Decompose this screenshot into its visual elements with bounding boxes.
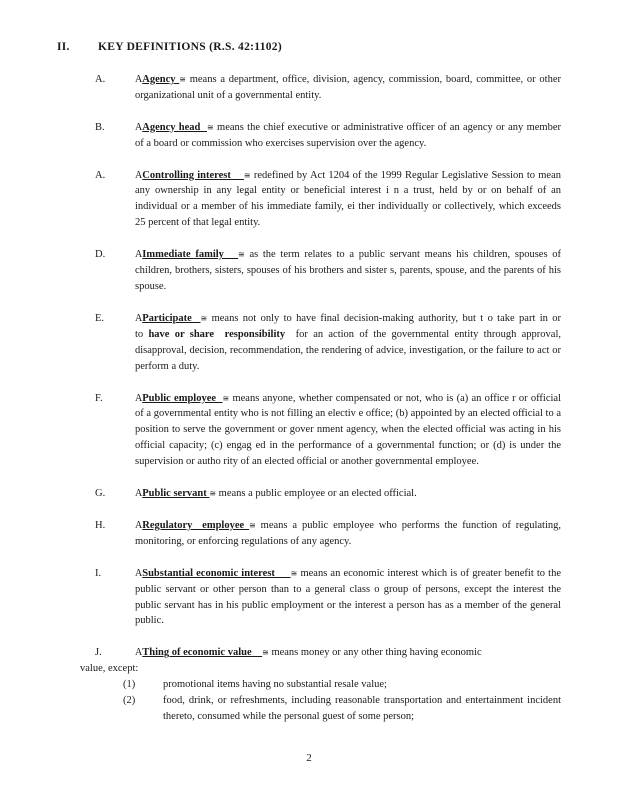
- open-quote-mark: A: [135, 312, 143, 324]
- item-number: (1): [123, 679, 136, 691]
- open-quote-mark: A: [135, 121, 143, 133]
- section-label: A.: [95, 169, 106, 181]
- section-regulatory-employee: [95, 518, 561, 550]
- definition-body: redefined by Act 1204 of the 1999 Regular Legislative Session to mean any ownership in any legal entity or beneficial interest i n a trust, held by or on behalf of an individual or a member of his immediate family, ei ther individually or collectively, which exceeds 25 percent of that legal entity.: [135, 169, 561, 229]
- open-quote-mark: A: [135, 73, 143, 85]
- section-heading: [57, 40, 561, 56]
- definition-body: means the chief executive or administrative officer of an agency or any member of a board or commission who exercises supervision over the agency.: [135, 121, 561, 149]
- close-quote-mark: ≅: [243, 170, 251, 180]
- close-quote-mark: ≅: [262, 648, 269, 658]
- definition-body-post: for an action of the governmental entity through approval, disapproval, decision, recommendation, the rendering of advice, investigation, or the failure to act or perform a duty.: [135, 328, 561, 372]
- definition-text: [135, 566, 561, 630]
- exception-item: [123, 677, 561, 693]
- close-quote-mark: ≅: [179, 74, 186, 84]
- section-label: I.: [95, 567, 102, 579]
- close-quote-mark: ≅: [290, 568, 298, 578]
- section-label: G.: [95, 488, 106, 500]
- item-text: promotional items having no substantial resale value;: [163, 679, 387, 691]
- close-quote-mark: ≅: [238, 250, 245, 260]
- open-quote-mark: A: [135, 488, 143, 500]
- item-number: (2): [123, 695, 136, 707]
- definition-body: means a public employee or an elected official.: [218, 488, 417, 500]
- definition-body: means an economic interest which is of greater benefit to the public servant or other person than to a general class o group of persons, except the interest the public servant has in his public employment or the interest a person has as a member of the general public.: [135, 567, 562, 627]
- definition-body: means a public employee who performs the function of regulating, monitoring, or enforcing regulations of any agency.: [135, 519, 562, 547]
- page-number: 2: [306, 752, 312, 764]
- definition-body: means anyone, whether compensated or not, who is (a) an office r or official of a governmental entity who is not filling an electiv e office; (b) appointed by an elected official to a position to serve the government or gover nment agency, when the elected official was acting in his official capacity; (c) engag ed in the performance of a governmental function; or (d) is under the supervision or autho rity of an elected official or another governmental employee.: [135, 392, 561, 468]
- definition-text: [135, 72, 561, 104]
- definition-body-pre: means not only to have final decision-making authority, but t o take part in or to: [135, 312, 562, 340]
- close-quote-mark: ≅: [200, 313, 208, 323]
- definition-body: means a department, office, division, agency, commission, board, committee, or other organizational unit of a governmental entity.: [135, 73, 561, 101]
- defined-term: Controlling interest: [142, 169, 244, 181]
- definition-text: [135, 518, 561, 550]
- close-quote-mark: ≅: [207, 122, 214, 132]
- definition-text: [135, 645, 561, 661]
- open-quote-mark: A: [135, 647, 143, 659]
- close-quote-mark: ≅: [249, 520, 256, 530]
- section-controlling-interest: [95, 168, 561, 232]
- open-quote-mark: A: [135, 392, 143, 404]
- defined-term: Participate: [142, 312, 201, 324]
- close-quote-mark: ≅: [222, 393, 230, 403]
- bold-phrase: have or share responsibility: [148, 328, 286, 340]
- section-label: H.: [95, 519, 106, 531]
- definition-text: [135, 247, 561, 295]
- section-label: A.: [95, 73, 106, 85]
- definition-body: means money or any other thing having economic: [271, 647, 482, 659]
- close-quote-mark: ≅: [209, 489, 217, 499]
- open-quote-mark: A: [135, 567, 143, 579]
- section-label: J.: [95, 647, 102, 659]
- section-agency-head: [95, 120, 561, 152]
- section-participate: [95, 311, 561, 375]
- defined-term: Agency: [142, 73, 180, 85]
- defined-term: Immediate family: [142, 249, 239, 261]
- defined-term: Thing of economic value: [142, 647, 263, 659]
- section-label: E.: [95, 312, 105, 324]
- section-agency: [95, 72, 561, 104]
- exception-item: [123, 693, 561, 725]
- defined-term: Public servant: [142, 488, 210, 500]
- section-public-employee: [95, 391, 561, 471]
- defined-term: Agency head: [142, 121, 208, 133]
- definition-text: [135, 391, 561, 471]
- defined-term: Public employee: [142, 392, 223, 404]
- open-quote-mark: A: [135, 169, 143, 181]
- item-text: food, drink, or refreshments, including reasonable transportation and entertainment incident thereto, consumed while the personal guest of some person;: [163, 695, 561, 722]
- definition-body: as the term relates to a public servant means his children, spouses of children, brothers, sisters, spouses of his brothers and sister s, parents, spouse, and the parents of his spouse.: [135, 249, 561, 292]
- section-thing-of-economic-value: [95, 645, 561, 661]
- definition-text: [135, 311, 561, 375]
- open-quote-mark: A: [135, 519, 143, 531]
- heading-title: KEY DEFINITIONS (R.S. 42:1102): [98, 41, 282, 53]
- section-substantial-economic-interest: [95, 566, 561, 630]
- defined-term: Substantial economic interest: [142, 567, 291, 579]
- section-label: D.: [95, 249, 106, 261]
- section-immediate-family: [95, 247, 561, 295]
- definition-text: [135, 486, 561, 502]
- definition-text: [135, 120, 561, 152]
- defined-term: Regulatory employee: [142, 519, 250, 531]
- heading-numeral: II.: [57, 41, 70, 53]
- open-quote-mark: A: [135, 249, 143, 261]
- section-public-servant: [95, 486, 561, 502]
- definition-text: [135, 168, 561, 232]
- section-label: B.: [95, 121, 105, 133]
- section-label: F.: [95, 392, 103, 404]
- j-continuation-line: value, except:: [80, 663, 139, 675]
